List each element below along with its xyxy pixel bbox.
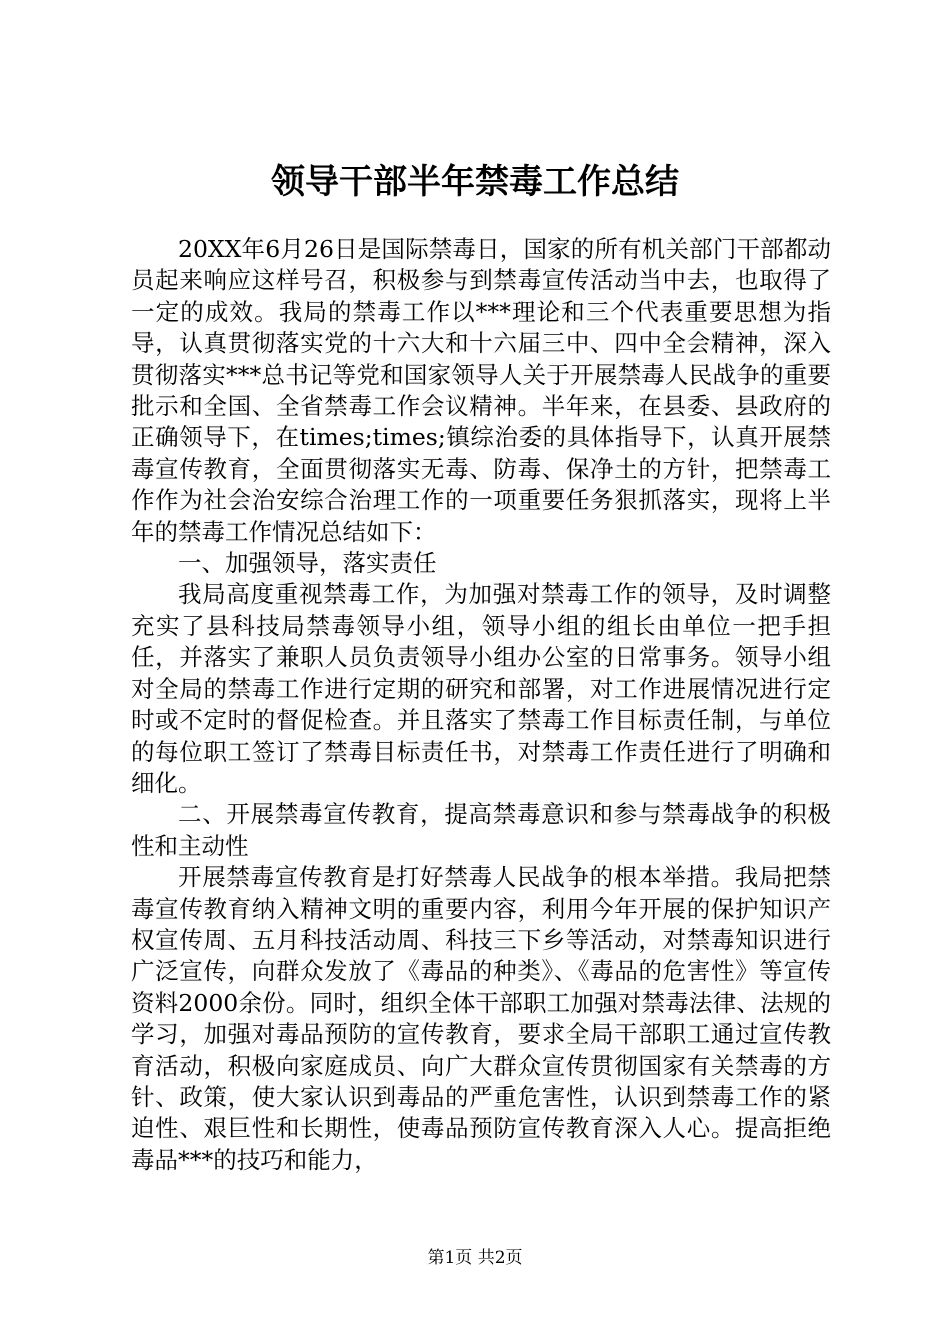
document-title: 领导干部半年禁毒工作总结 <box>271 162 679 202</box>
document-body <box>131 234 831 1176</box>
paragraph-section-1: 我局高度重视禁毒工作，为加强对禁毒工作的领导，及时调整充实了县科技局禁毒领导小组，领导小组的组长由单位一把手担任，并落实了兼职人员负责领导小组办公室的日常事务。领导小组对全局的禁毒工作进行定期的研究和部署，对工作进展情况进行定时或不定时的督促检查。并且落实了禁毒工作目标责任制，与单位的每位职工签订了禁毒目标责任书，对禁毒工作责任进行了明确和细化。 <box>131 580 831 797</box>
paragraph-section-2: 开展禁毒宣传教育是打好禁毒人民战争的根本举措。我局把禁毒宣传教育纳入精神文明的重要内容，利用今年开展的保护知识产权宣传周、五月科技活动周、科技三下乡等活动，对禁毒知识进行广泛宣传，向群众发放了《毒品的种类》、《毒品的危害性》等宣传资料2000余份。同时，组织全体干部职工加强对禁毒法律、法规的学习，加强对毒品预防的宣传教育，要求全局干部职工通过宣传教育活动，积极向家庭成员、向广大群众宣传贯彻国家有关禁毒的方针、政策，使大家认识到毒品的严重危害性，认识到禁毒工作的紧迫性、艰巨性和长期性，使毒品预防宣传教育深入人心。提高拒绝毒品***的技巧和能力， <box>131 863 831 1174</box>
paragraph-intro: 20XX年6月26日是国际禁毒日，国家的所有机关部门干部都动员起来响应这样号召，积极参与到禁毒宣传活动当中去，也取得了一定的成效。我局的禁毒工作以***理论和三个代表重要思想为指导，认真贯彻落实党的十六大和十六届三中、四中全会精神，深入贯彻落实***总书记等党和国家领导人关于开展禁毒人民战争的重要批示和全国、全省禁毒工作会议精神。半年来，在县委、县政府的正确领导下，在times;times;镇综治委的具体指导下，认真开展禁毒宣传教育，全面贯彻落实无毒、防毒、保净土的方针，把禁毒工作作为社会治安综合治理工作的一项重要任务狠抓落实，现将上半年的禁毒工作情况总结如下： <box>131 235 831 546</box>
section-heading-1: 一、加强领导，落实责任 <box>178 549 437 578</box>
page-number-footer: 第1页 共2页 <box>427 1248 523 1268</box>
section-heading-2: 二、开展禁毒宣传教育，提高禁毒意识和参与禁毒战争的积极性和主动性 <box>131 800 831 860</box>
